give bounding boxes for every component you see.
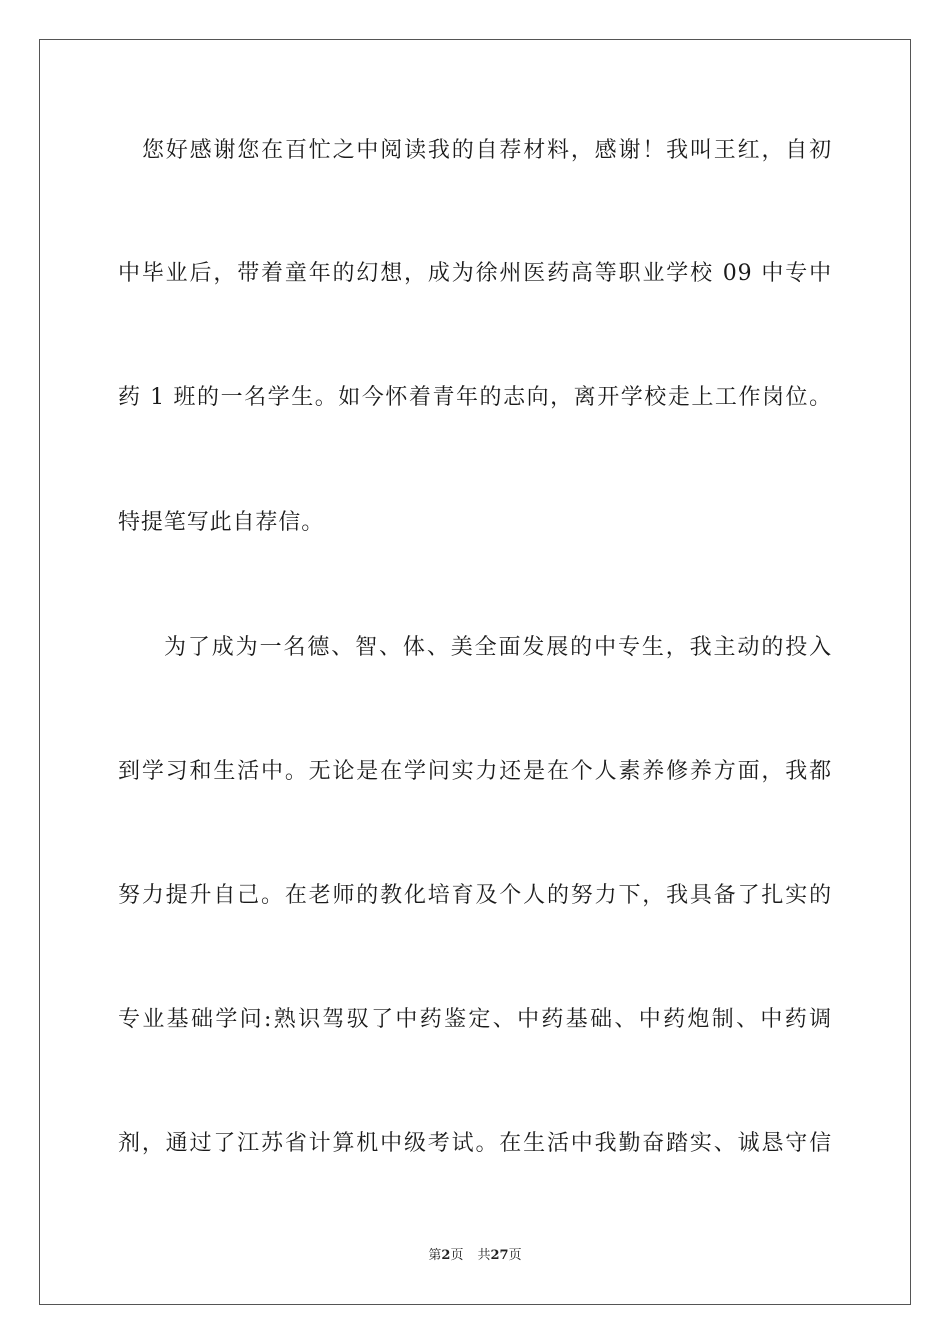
- paragraph2-line-5: 剂，通过了江苏省计算机中级考试。在生活中我勤奋踏实、诚恳守信: [118, 1131, 832, 1156]
- footer-total-pages: 27: [490, 1248, 509, 1263]
- footer-total-prefix: 共: [477, 1248, 491, 1263]
- paragraph2-line-2: 到学习和生活中。无论是在学问实力还是在个人素养修养方面，我都: [118, 759, 832, 784]
- paragraph1-line-4: 特提笔写此自荐信。: [118, 510, 325, 535]
- paragraph2-line-1: 为了成为一名德、智、体、美全面发展的中专生，我主动的投入: [164, 635, 832, 660]
- page-border: [39, 39, 911, 1305]
- paragraph2-line-4: 专业基础学问:熟识驾驭了中药鉴定、中药基础、中药炮制、中药调: [118, 1007, 832, 1032]
- footer-page-suffix: 页: [450, 1248, 464, 1263]
- page-footer: [0, 1247, 950, 1265]
- paragraph2-line-3: 努力提升自己。在老师的教化培育及个人的努力下，我具备了扎实的: [118, 883, 832, 908]
- footer-page-number: 2: [441, 1248, 451, 1263]
- paragraph1-line-2: 中毕业后，带着童年的幻想，成为徐州医药高等职业学校 09 中专中: [118, 261, 832, 286]
- paragraph1-line-1: 您好感谢您在百忙之中阅读我的自荐材料，感谢！我叫王红，自初: [142, 138, 832, 163]
- paragraph1-line-3: 药 1 班的一名学生。如今怀着青年的志向，离开学校走上工作岗位。: [118, 385, 832, 410]
- footer-total-suffix: 页: [508, 1248, 522, 1263]
- footer-page-prefix: 第: [428, 1248, 442, 1263]
